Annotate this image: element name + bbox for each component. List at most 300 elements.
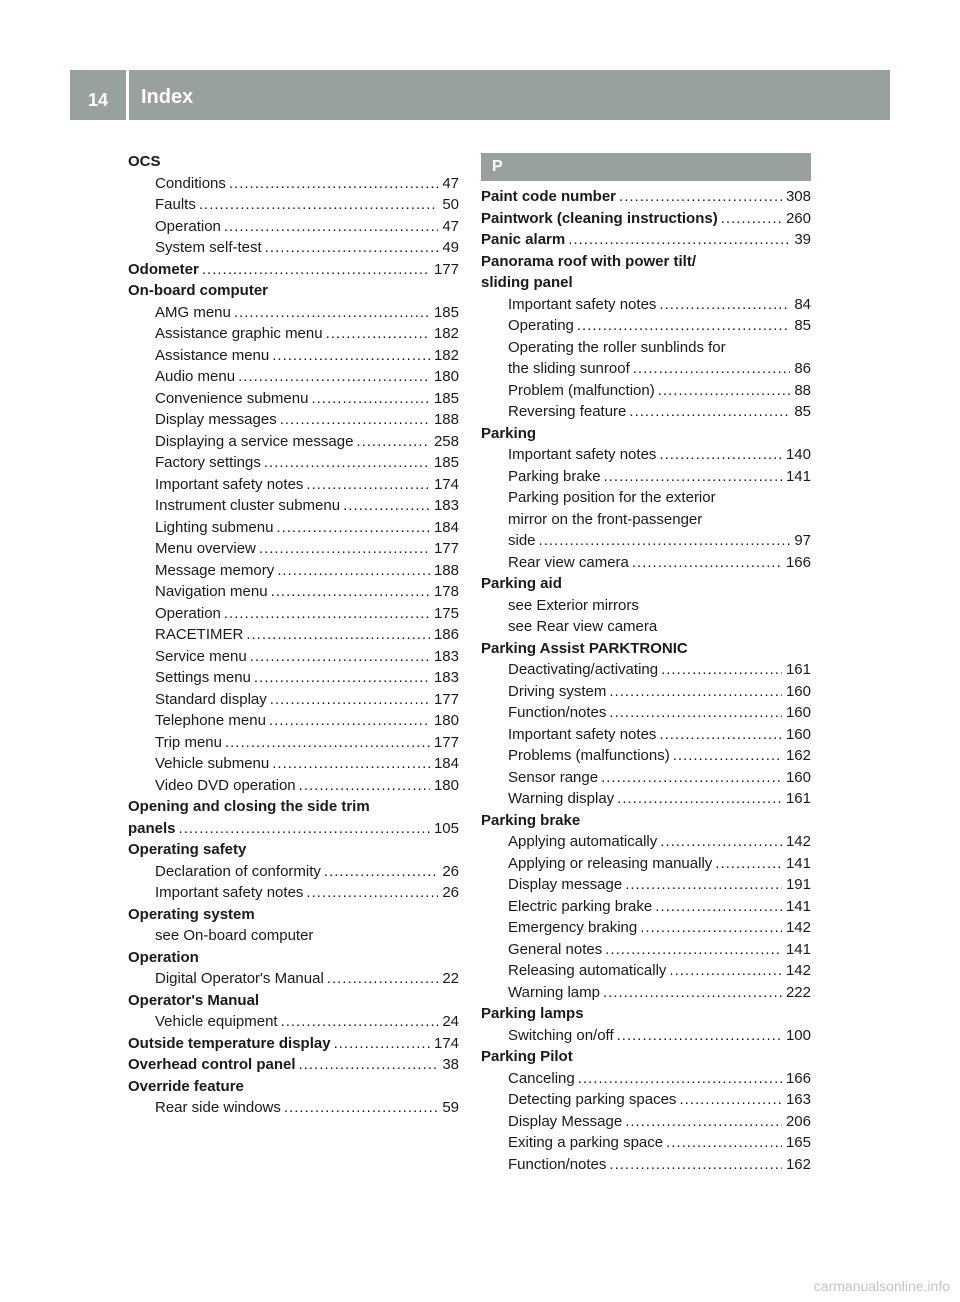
dot-leader — [224, 603, 430, 625]
entry-text: Assistance menu — [155, 346, 270, 364]
header-divider — [126, 70, 129, 120]
index-heading: Panorama roof with power tilt/ — [481, 252, 697, 270]
dot-leader — [202, 259, 430, 281]
index-entry — [481, 1132, 811, 1154]
entry-page: 86 — [794, 360, 811, 377]
entry-page: 84 — [794, 295, 811, 313]
index-entry — [128, 388, 459, 410]
dot-leader — [619, 186, 782, 208]
dot-leader — [640, 917, 782, 939]
dot-leader — [280, 409, 430, 431]
index-entry — [128, 194, 459, 216]
dot-leader — [659, 724, 782, 746]
entry-page: 185 — [433, 303, 459, 321]
entry-page: 160 — [785, 725, 811, 743]
entry-text: Detecting parking spaces — [508, 1091, 677, 1108]
entry-text: Odometer — [128, 260, 199, 278]
index-entry — [128, 775, 459, 797]
entry-page: 160 — [785, 768, 811, 786]
entry-text: Display message — [508, 876, 623, 893]
entry-page: 183 — [433, 497, 459, 514]
index-entry — [128, 581, 459, 603]
entry-page: 206 — [785, 1112, 811, 1130]
dot-leader — [234, 302, 430, 324]
index-entry — [481, 831, 811, 853]
dot-leader — [601, 767, 782, 789]
dot-leader — [246, 624, 430, 646]
dot-leader — [609, 1154, 782, 1176]
index-entry — [128, 538, 459, 560]
entry-page: 163 — [785, 1091, 811, 1108]
dot-leader — [343, 495, 430, 517]
entry-page: 177 — [433, 690, 459, 708]
entry-text: Important safety notes — [155, 475, 304, 493]
entry-text: Releasing automatically — [508, 962, 667, 979]
entry-page: 141 — [785, 940, 811, 958]
entry-text: Warning lamp — [508, 983, 600, 1001]
index-entry — [128, 495, 459, 517]
index-entry — [128, 323, 459, 345]
entry-page: 186 — [433, 626, 459, 643]
index-entry — [481, 315, 811, 337]
entry-page: 166 — [785, 1069, 811, 1087]
index-entry — [128, 302, 459, 324]
index-heading: Parking — [481, 424, 537, 442]
index-column-left — [128, 151, 459, 1119]
index-entry — [128, 366, 459, 388]
entry-page: 180 — [433, 368, 459, 385]
entry-page: 26 — [442, 862, 459, 880]
dot-leader — [276, 517, 430, 539]
entry-text: Audio menu — [155, 368, 236, 385]
index-entry — [128, 1011, 459, 1033]
entry-page: 162 — [785, 747, 811, 764]
entry-text: Faults — [155, 196, 196, 213]
entry-text: Settings menu — [155, 669, 251, 686]
entry-text: the sliding sunroof — [508, 360, 630, 377]
entry-text: Display Message — [508, 1112, 623, 1130]
dot-leader — [272, 345, 430, 367]
entry-text: General notes — [508, 940, 603, 958]
index-entry — [128, 560, 459, 582]
dot-leader — [306, 474, 430, 496]
index-heading: Operation — [128, 948, 199, 966]
index-entry — [481, 681, 811, 703]
entry-text: side — [508, 532, 536, 549]
index-entry — [481, 745, 811, 767]
entry-page: 38 — [442, 1056, 459, 1073]
index-entry — [128, 603, 459, 625]
entry-page: 182 — [433, 346, 459, 364]
entry-text: Important safety notes — [508, 295, 657, 313]
dot-leader — [604, 466, 782, 488]
entry-page: 184 — [433, 518, 459, 536]
entry-text: Applying or releasing manually — [508, 854, 713, 872]
entry-text: Emergency braking — [508, 919, 638, 936]
dot-leader — [578, 1068, 782, 1090]
entry-page: 258 — [433, 432, 459, 450]
entry-page: 162 — [785, 1155, 811, 1173]
dot-leader — [609, 702, 782, 724]
entry-text: Navigation menu — [155, 583, 268, 600]
index-entry — [128, 710, 459, 732]
dot-leader — [238, 366, 430, 388]
index-entry — [128, 517, 459, 539]
dot-leader — [229, 173, 438, 195]
entry-text: Reversing feature — [508, 403, 627, 420]
entry-text: Parking brake — [508, 467, 601, 485]
entry-text: Sensor range — [508, 768, 599, 786]
entry-page: 142 — [785, 962, 811, 979]
entry-page: 177 — [433, 260, 459, 278]
dot-leader — [632, 552, 782, 574]
dot-leader — [324, 861, 438, 883]
index-entry — [128, 216, 459, 238]
index-heading: Parking brake — [481, 811, 581, 829]
dot-leader — [269, 710, 430, 732]
index-entry — [481, 229, 811, 251]
entry-text: Standard display — [155, 690, 267, 708]
entry-page: 183 — [433, 647, 459, 665]
index-entry — [481, 294, 811, 316]
dot-leader — [603, 982, 782, 1004]
entry-text: Telephone menu — [155, 712, 266, 729]
dot-leader — [673, 745, 782, 767]
index-entry — [481, 874, 811, 896]
entry-page: 188 — [433, 411, 459, 428]
entry-page: 184 — [433, 755, 459, 772]
entry-text: Canceling — [508, 1069, 575, 1087]
index-reference: see Rear view camera — [508, 618, 658, 635]
entry-page: 165 — [785, 1134, 811, 1151]
dot-leader — [281, 1011, 439, 1033]
entry-text: Operation — [155, 217, 221, 235]
index-heading: Opening and closing the side trim — [128, 798, 370, 815]
index-heading: Override feature — [128, 1077, 244, 1095]
index-entry — [481, 1025, 811, 1047]
dot-leader — [299, 775, 430, 797]
dot-leader — [661, 659, 782, 681]
entry-page: 180 — [433, 712, 459, 729]
index-entry — [128, 259, 459, 281]
dot-leader — [199, 194, 438, 216]
dot-leader — [356, 431, 430, 453]
entry-text: Deactivating/activating — [508, 661, 659, 678]
index-entry — [128, 409, 459, 431]
entry-text: Convenience submenu — [155, 389, 309, 407]
dot-leader — [659, 444, 782, 466]
entry-text: Displaying a service message — [155, 432, 354, 450]
dot-leader — [721, 208, 782, 230]
dot-leader — [617, 1025, 782, 1047]
dot-leader — [326, 323, 430, 345]
entry-page: 174 — [433, 1034, 459, 1052]
entry-text: Important safety notes — [155, 884, 304, 901]
dot-leader — [666, 1132, 782, 1154]
entry-text: System self-test — [155, 239, 262, 256]
dot-leader — [277, 560, 430, 582]
entry-page: 308 — [785, 188, 811, 205]
dot-leader — [577, 315, 790, 337]
entry-text: Message memory — [155, 561, 275, 579]
entry-page: 88 — [794, 381, 811, 399]
entry-page: 166 — [785, 553, 811, 571]
dot-leader — [605, 939, 782, 961]
entry-page: 97 — [794, 532, 811, 549]
index-entry — [128, 1097, 459, 1119]
entry-text: Operating — [508, 317, 574, 334]
entry-page: 183 — [433, 669, 459, 686]
index-entry — [481, 552, 811, 574]
entry-page: 177 — [433, 733, 459, 751]
index-entry — [481, 767, 811, 789]
dot-leader — [660, 831, 782, 853]
index-column-right — [481, 151, 811, 1175]
entry-page: 47 — [442, 174, 459, 192]
entry-page: 85 — [794, 403, 811, 420]
index-reference: see On-board computer — [155, 927, 314, 944]
entry-text: Function/notes — [508, 704, 607, 721]
dot-leader — [679, 1089, 782, 1111]
dot-leader — [715, 853, 782, 875]
index-entry — [481, 401, 811, 423]
entry-text: Paint code number — [481, 188, 617, 205]
index-entry — [128, 968, 459, 990]
dot-leader — [259, 538, 430, 560]
index-heading: Operating safety — [128, 841, 247, 858]
index-entry — [128, 646, 459, 668]
dot-leader — [609, 681, 782, 703]
dot-leader — [334, 1033, 430, 1055]
entry-text: Trip menu — [155, 733, 222, 751]
dot-leader — [327, 968, 439, 990]
index-entry — [128, 431, 459, 453]
index-entry — [128, 689, 459, 711]
index-entry — [481, 208, 811, 230]
entry-page: 141 — [785, 897, 811, 915]
index-entry — [128, 753, 459, 775]
index-heading: Operating system — [128, 905, 255, 923]
dot-leader — [224, 216, 438, 238]
entry-text: Operation — [155, 604, 221, 622]
entry-text: Warning display — [508, 790, 615, 807]
index-heading: Parking Assist PARKTRONIC — [481, 639, 688, 657]
dot-leader — [270, 689, 430, 711]
entry-text: Exiting a parking space — [508, 1134, 664, 1151]
dot-leader — [271, 581, 430, 603]
entry-page: 178 — [433, 583, 459, 600]
dot-leader — [284, 1097, 438, 1119]
entry-text: Menu overview — [155, 540, 256, 557]
page-number: 14 — [87, 90, 109, 110]
entry-text: Panic alarm — [481, 231, 566, 248]
index-heading: Operator's Manual — [128, 991, 260, 1009]
entry-page: 49 — [442, 239, 459, 256]
index-entry — [128, 624, 459, 646]
index-heading: sliding panel — [481, 274, 573, 291]
index-entry — [128, 173, 459, 195]
index-entry — [481, 896, 811, 918]
dot-leader — [633, 358, 791, 380]
entry-text: Problem (malfunction) — [508, 381, 655, 399]
entry-text: Paintwork (cleaning instructions) — [481, 209, 718, 227]
index-entry — [128, 1054, 459, 1076]
entry-page: 260 — [785, 209, 811, 227]
dot-leader — [655, 896, 782, 918]
dot-leader — [179, 818, 430, 840]
entry-page: 39 — [794, 231, 811, 248]
index-entry — [481, 939, 811, 961]
entry-page: 141 — [785, 854, 811, 872]
entry-text: Video DVD operation — [155, 776, 296, 794]
index-entry — [481, 659, 811, 681]
entry-page: 47 — [442, 217, 459, 235]
index-entries-right — [481, 186, 811, 1175]
dot-leader — [617, 788, 782, 810]
dot-leader — [629, 401, 790, 423]
dot-leader — [659, 294, 790, 316]
entry-page: 185 — [433, 454, 459, 471]
entry-text: Switching on/off — [508, 1026, 614, 1044]
index-entry — [481, 917, 811, 939]
entry-page: 50 — [442, 196, 459, 213]
entry-text: Factory settings — [155, 454, 261, 471]
index-entry — [481, 466, 811, 488]
entry-page: 105 — [433, 819, 459, 837]
entry-text: Declaration of conformity — [155, 862, 321, 880]
index-entry — [481, 960, 811, 982]
dot-leader — [625, 1111, 782, 1133]
dot-leader — [265, 237, 439, 259]
entry-text: Overhead control panel — [128, 1056, 296, 1073]
index-entry — [481, 1111, 811, 1133]
dot-leader — [306, 882, 438, 904]
entry-text: Problems (malfunctions) — [508, 747, 670, 764]
entry-text: Service menu — [155, 647, 247, 665]
entry-text: Digital Operator's Manual — [155, 970, 324, 987]
index-heading: Parking Pilot — [481, 1048, 573, 1065]
entry-text: Driving system — [508, 682, 607, 700]
entry-page: 100 — [785, 1026, 811, 1044]
index-entry — [128, 732, 459, 754]
entry-page: 174 — [433, 475, 459, 493]
entry-text: Applying automatically — [508, 833, 658, 850]
dot-leader — [625, 874, 782, 896]
dot-leader — [669, 960, 782, 982]
entry-page: 142 — [785, 919, 811, 936]
index-heading: On-board computer — [128, 282, 269, 299]
entry-text: Vehicle submenu — [155, 755, 270, 772]
index-entry — [481, 1154, 811, 1176]
dot-leader — [658, 380, 791, 402]
dot-leader — [311, 388, 430, 410]
index-entry — [481, 186, 811, 208]
index-entry — [128, 818, 459, 840]
index-reference: Parking position for the exterior — [508, 489, 716, 506]
entry-page: 180 — [433, 776, 459, 794]
index-heading: Parking aid — [481, 575, 562, 592]
index-entry — [128, 345, 459, 367]
dot-leader — [250, 646, 430, 668]
entry-page: 59 — [442, 1099, 459, 1116]
entry-text: Instrument cluster submenu — [155, 497, 341, 514]
index-entry — [481, 982, 811, 1004]
dot-leader — [539, 530, 791, 552]
index-entry — [128, 667, 459, 689]
index-entry — [481, 530, 811, 552]
entry-page: 175 — [433, 604, 459, 622]
entry-text: Conditions — [155, 174, 226, 192]
entry-text: Outside temperature display — [128, 1034, 331, 1052]
index-entry — [481, 702, 811, 724]
entry-page: 160 — [785, 682, 811, 700]
entry-text: Rear view camera — [508, 553, 629, 571]
index-entry — [481, 358, 811, 380]
index-entry — [128, 452, 459, 474]
index-heading: OCS — [128, 153, 161, 170]
index-reference: Operating the roller sunblinds for — [508, 338, 726, 356]
dot-leader — [225, 732, 430, 754]
entry-page: 161 — [785, 661, 811, 678]
index-entry — [128, 861, 459, 883]
index-entry — [481, 380, 811, 402]
entry-page: 85 — [794, 317, 811, 334]
entry-page: 140 — [785, 446, 811, 463]
entry-text: Lighting submenu — [155, 518, 274, 536]
entry-text: Important safety notes — [508, 446, 657, 463]
index-entry — [481, 788, 811, 810]
entry-page: 161 — [785, 790, 811, 807]
index-entry — [481, 853, 811, 875]
index-entry — [481, 1089, 811, 1111]
dot-leader — [264, 452, 430, 474]
dot-leader — [299, 1054, 439, 1076]
entry-text: panels — [128, 819, 176, 837]
entry-page: 191 — [785, 876, 811, 893]
entry-page: 177 — [433, 540, 459, 557]
index-entry — [128, 1033, 459, 1055]
entry-text: Rear side windows — [155, 1099, 281, 1116]
page-title: Index — [141, 86, 194, 108]
dot-leader — [568, 229, 790, 251]
watermark: carmanualsonline.info — [813, 1278, 950, 1294]
entry-text: Display messages — [155, 411, 277, 428]
index-entry — [481, 1068, 811, 1090]
entry-page: 160 — [785, 704, 811, 721]
entry-text: Assistance graphic menu — [155, 325, 323, 342]
entry-text: Vehicle equipment — [155, 1013, 278, 1030]
entry-page: 24 — [442, 1013, 459, 1030]
index-entry — [128, 882, 459, 904]
entry-page: 182 — [433, 325, 459, 342]
index-reference: mirror on the front-passenger — [508, 510, 703, 528]
entry-text: Function/notes — [508, 1155, 607, 1173]
entry-page: 22 — [442, 970, 459, 987]
entry-page: 222 — [785, 983, 811, 1001]
index-entry — [128, 237, 459, 259]
index-heading: Parking lamps — [481, 1005, 584, 1022]
index-entry — [128, 474, 459, 496]
index-entry — [481, 724, 811, 746]
entry-text: RACETIMER — [155, 626, 244, 643]
entry-text: Important safety notes — [508, 725, 657, 743]
entry-page: 141 — [785, 467, 811, 485]
index-reference: see Exterior mirrors — [508, 596, 639, 614]
entry-page: 188 — [433, 561, 459, 579]
dot-leader — [254, 667, 430, 689]
entry-page: 142 — [785, 833, 811, 850]
index-entry — [481, 444, 811, 466]
